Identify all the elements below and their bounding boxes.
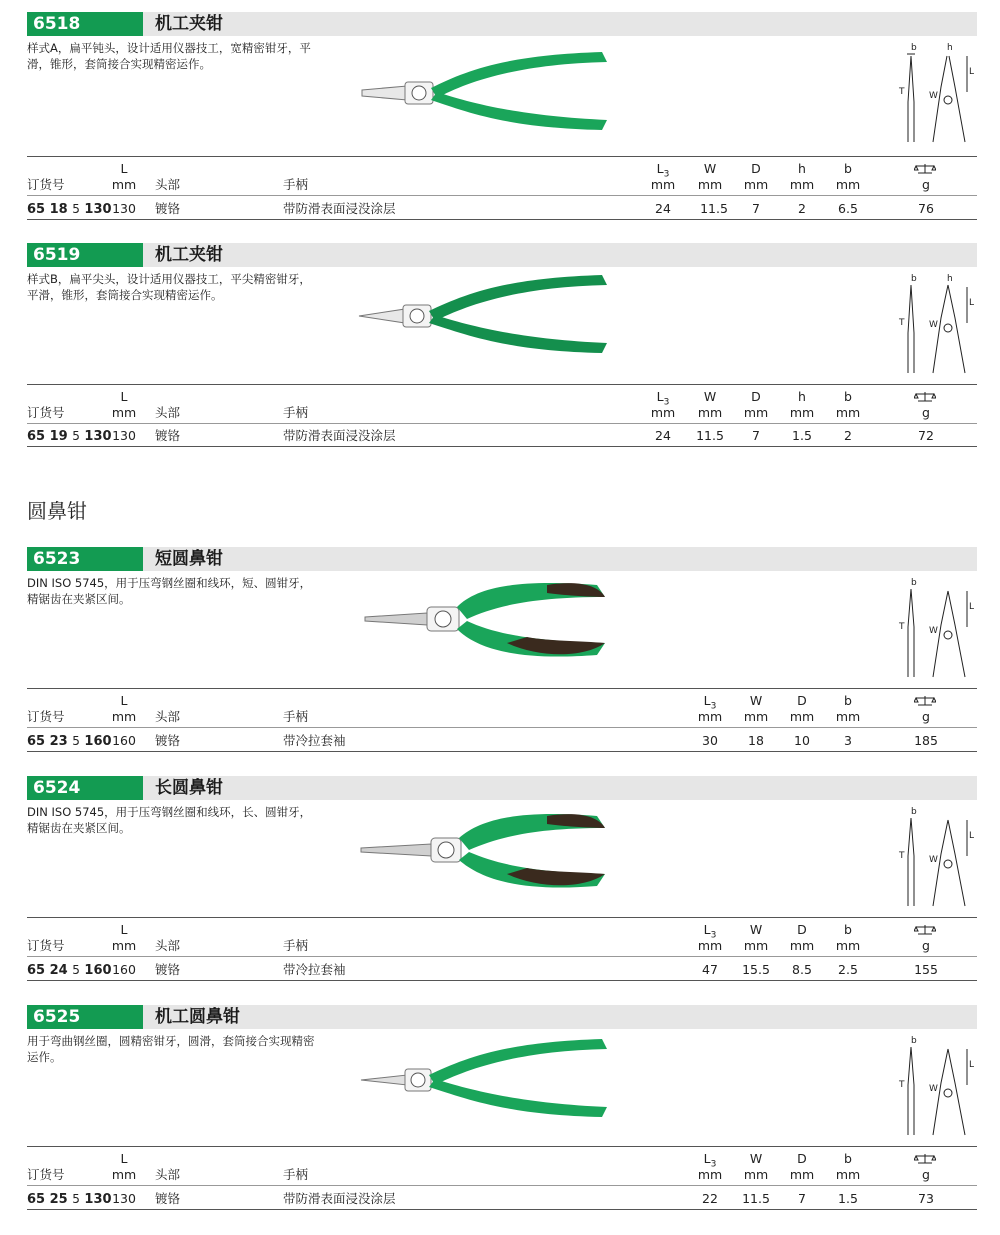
- col-l3-unit: mm: [650, 177, 676, 192]
- col-b: b: [844, 1151, 852, 1166]
- table-bottom-rule: [27, 219, 977, 220]
- order-number: 65 25 5 130: [27, 1192, 112, 1207]
- val-handle: 带冷拉套袖: [283, 962, 346, 977]
- col-l3: $L_3$: [703, 922, 717, 941]
- col-handle: 手柄: [283, 1167, 309, 1182]
- val-l3: 47: [702, 962, 718, 977]
- col-h: h: [798, 161, 806, 176]
- product-code: 6523: [27, 547, 143, 571]
- dim-h-label: h: [947, 274, 953, 284]
- weight-scale-icon: [914, 1153, 936, 1165]
- table-top-rule: [27, 1146, 977, 1147]
- product-title: 长圆鼻钳: [155, 778, 223, 798]
- val-l: 160: [112, 733, 136, 748]
- dim-b-label: b: [911, 43, 917, 53]
- weight-scale-icon: [914, 391, 936, 403]
- col-d-unit: mm: [743, 405, 769, 420]
- table-bottom-rule: [27, 751, 977, 752]
- table-bottom-rule: [27, 1209, 977, 1210]
- val-l3: 22: [702, 1191, 718, 1206]
- col-d-unit: mm: [789, 709, 815, 724]
- col-l: L: [120, 389, 128, 404]
- col-b-unit: mm: [835, 709, 861, 724]
- col-handle: 手柄: [283, 938, 309, 953]
- product-title: 机工圆鼻钳: [155, 1007, 240, 1027]
- weight-scale-icon: [914, 924, 936, 936]
- category-heading: 圆鼻钳: [27, 499, 87, 523]
- val-head: 镀铬: [155, 1191, 181, 1206]
- dimension-diagram: [895, 42, 980, 152]
- val-b: 6.5: [838, 201, 858, 216]
- col-l3-unit: mm: [697, 1167, 723, 1182]
- order-number: 65 19 5 130: [27, 429, 112, 444]
- col-l: L: [120, 161, 128, 176]
- table-mid-rule: [27, 1185, 977, 1186]
- pointed-nose-pliers-image: [357, 273, 617, 363]
- col-order: 订货号: [27, 1167, 65, 1182]
- long-round-nose-pliers-image: [357, 808, 617, 898]
- col-b: b: [844, 389, 852, 404]
- product-6524: [27, 776, 977, 986]
- val-h: 1.5: [792, 428, 812, 443]
- product-6519: [27, 243, 977, 453]
- val-b: 2.5: [838, 962, 858, 977]
- product-6525: [27, 1005, 977, 1215]
- order-number: 65 18 5 130: [27, 202, 112, 217]
- col-order: 订货号: [27, 938, 65, 953]
- product-description: DIN ISO 5745，用于压弯钢丝圈和线环，短、圆钳牙，精锯齿在夹紧区间。: [27, 576, 312, 606]
- col-g: g: [922, 405, 930, 420]
- product-title: 短圆鼻钳: [155, 549, 223, 569]
- col-d: D: [797, 693, 807, 708]
- dimension-diagram: [895, 1035, 980, 1145]
- col-w-unit: mm: [743, 1167, 769, 1182]
- col-l-unit: mm: [111, 1167, 137, 1182]
- table-mid-rule: [27, 956, 977, 957]
- dim-w-label: W: [929, 855, 938, 865]
- dim-h-label: h: [947, 43, 953, 53]
- col-l3: $L_3$: [703, 1151, 717, 1170]
- col-head: 头部: [155, 938, 181, 953]
- col-w: W: [749, 1151, 763, 1166]
- col-order: 订货号: [27, 405, 65, 420]
- val-g: 76: [918, 201, 934, 216]
- col-d: D: [797, 1151, 807, 1166]
- col-head: 头部: [155, 405, 181, 420]
- val-d: 7: [752, 201, 760, 216]
- product-title: 机工夹钳: [155, 14, 223, 34]
- dim-l3-label: L: [969, 1060, 975, 1070]
- product-code: 6518: [27, 12, 143, 36]
- dim-t-label: T: [899, 87, 905, 97]
- col-w: W: [749, 693, 763, 708]
- product-description: 用于弯曲钢丝圈，圆精密钳牙，圆滑，套筒接合实现精密运作。: [27, 1034, 315, 1064]
- col-g: g: [922, 938, 930, 953]
- val-b: 1.5: [838, 1191, 858, 1206]
- col-h: h: [798, 389, 806, 404]
- col-head: 头部: [155, 709, 181, 724]
- col-b-unit: mm: [835, 405, 861, 420]
- col-b-unit: mm: [835, 938, 861, 953]
- col-h-unit: mm: [789, 177, 815, 192]
- val-h: 2: [798, 201, 806, 216]
- col-d-unit: mm: [743, 177, 769, 192]
- col-g: g: [922, 1167, 930, 1182]
- col-b-unit: mm: [835, 1167, 861, 1182]
- weight-scale-icon: [914, 163, 936, 175]
- dimension-diagram: [895, 273, 980, 383]
- val-g: 185: [914, 733, 938, 748]
- col-l: L: [120, 1151, 128, 1166]
- val-handle: 带防滑表面浸没涂层: [283, 428, 396, 443]
- col-b-unit: mm: [835, 177, 861, 192]
- val-b: 3: [844, 733, 852, 748]
- col-handle: 手柄: [283, 177, 309, 192]
- table-top-rule: [27, 156, 977, 157]
- table-bottom-rule: [27, 980, 977, 981]
- col-handle: 手柄: [283, 709, 309, 724]
- col-l-unit: mm: [111, 405, 137, 420]
- col-w: W: [749, 922, 763, 937]
- val-handle: 带冷拉套袖: [283, 733, 346, 748]
- product-description: 样式A，扁平钝头，设计适用仪器技工，宽精密钳牙，平滑，锥形，套筒接合实现精密运作。: [27, 41, 311, 71]
- val-l: 160: [112, 962, 136, 977]
- col-l: L: [120, 693, 128, 708]
- val-g: 155: [914, 962, 938, 977]
- col-l-unit: mm: [111, 709, 137, 724]
- val-handle: 带防滑表面浸没涂层: [283, 1191, 396, 1206]
- product-description: DIN ISO 5745，用于压弯钢丝圈和线环，长、圆钳牙，精锯齿在夹紧区间。: [27, 805, 312, 835]
- val-head: 镀铬: [155, 201, 181, 216]
- col-d: D: [751, 389, 761, 404]
- col-w: W: [703, 389, 717, 404]
- val-w: 11.5: [742, 1191, 770, 1206]
- col-order: 订货号: [27, 709, 65, 724]
- val-b: 2: [844, 428, 852, 443]
- dim-t-label: T: [899, 1080, 905, 1090]
- dim-w-label: W: [929, 320, 938, 330]
- col-w-unit: mm: [743, 709, 769, 724]
- val-d: 7: [798, 1191, 806, 1206]
- flat-nose-pliers-image: [357, 50, 617, 140]
- dim-b-label: b: [911, 1036, 917, 1046]
- val-g: 72: [918, 428, 934, 443]
- val-d: 8.5: [792, 962, 812, 977]
- val-d: 7: [752, 428, 760, 443]
- machinist-round-nose-pliers-image: [357, 1037, 617, 1127]
- dim-t-label: T: [899, 851, 905, 861]
- dimension-diagram: [895, 806, 980, 916]
- col-d: D: [751, 161, 761, 176]
- dim-l3-label: L: [969, 67, 975, 77]
- val-w: 18: [748, 733, 764, 748]
- weight-scale-icon: [914, 695, 936, 707]
- col-l3: $L_3$: [656, 161, 670, 180]
- val-d: 10: [794, 733, 810, 748]
- short-round-nose-pliers-image: [357, 577, 617, 667]
- col-b: b: [844, 922, 852, 937]
- dimension-diagram: [895, 577, 980, 687]
- product-6518: [27, 12, 977, 222]
- val-l3: 24: [655, 201, 671, 216]
- product-6523: [27, 547, 977, 757]
- col-d-unit: mm: [789, 938, 815, 953]
- col-order: 订货号: [27, 177, 65, 192]
- col-handle: 手柄: [283, 405, 309, 420]
- order-number: 65 23 5 160: [27, 734, 112, 749]
- dim-l3-label: L: [969, 602, 975, 612]
- table-top-rule: [27, 688, 977, 689]
- col-d-unit: mm: [789, 1167, 815, 1182]
- val-l3: 30: [702, 733, 718, 748]
- dim-b-label: b: [911, 274, 917, 284]
- val-l: 130: [112, 1191, 136, 1206]
- col-g: g: [922, 177, 930, 192]
- col-b: b: [844, 693, 852, 708]
- col-l3-unit: mm: [650, 405, 676, 420]
- val-l: 130: [112, 201, 136, 216]
- col-w: W: [703, 161, 717, 176]
- table-top-rule: [27, 917, 977, 918]
- product-description: 样式B，扁平尖头，设计适用仪器技工，平尖精密钳牙，平滑，锥形，套筒接合实现精密运作。: [27, 272, 311, 302]
- val-w: 11.5: [696, 428, 724, 443]
- val-l3: 24: [655, 428, 671, 443]
- dim-b-label: b: [911, 578, 917, 588]
- table-mid-rule: [27, 195, 977, 196]
- product-title: 机工夹钳: [155, 245, 223, 265]
- col-w-unit: mm: [697, 405, 723, 420]
- col-l-unit: mm: [111, 177, 137, 192]
- dim-w-label: W: [929, 91, 938, 101]
- table-mid-rule: [27, 423, 977, 424]
- val-l: 130: [112, 428, 136, 443]
- order-number: 65 24 5 160: [27, 963, 112, 978]
- table-top-rule: [27, 384, 977, 385]
- col-h-unit: mm: [789, 405, 815, 420]
- col-w-unit: mm: [743, 938, 769, 953]
- table-bottom-rule: [27, 446, 977, 447]
- col-l3: $L_3$: [656, 389, 670, 408]
- col-l3: $L_3$: [703, 693, 717, 712]
- dim-l3-label: L: [969, 298, 975, 308]
- val-handle: 带防滑表面浸没涂层: [283, 201, 396, 216]
- col-b: b: [844, 161, 852, 176]
- dim-t-label: T: [899, 318, 905, 328]
- col-d: D: [797, 922, 807, 937]
- product-code: 6519: [27, 243, 143, 267]
- dim-w-label: W: [929, 1084, 938, 1094]
- col-l3-unit: mm: [697, 709, 723, 724]
- dim-b-label: b: [911, 807, 917, 817]
- val-w: 15.5: [742, 962, 770, 977]
- product-code: 6525: [27, 1005, 143, 1029]
- dim-t-label: T: [899, 622, 905, 632]
- dim-w-label: W: [929, 626, 938, 636]
- dim-l3-label: L: [969, 831, 975, 841]
- col-w-unit: mm: [697, 177, 723, 192]
- val-w: 11.5: [700, 201, 728, 216]
- col-l-unit: mm: [111, 938, 137, 953]
- val-head: 镀铬: [155, 733, 181, 748]
- val-head: 镀铬: [155, 428, 181, 443]
- col-head: 头部: [155, 177, 181, 192]
- val-g: 73: [918, 1191, 934, 1206]
- table-mid-rule: [27, 727, 977, 728]
- col-head: 头部: [155, 1167, 181, 1182]
- col-l3-unit: mm: [697, 938, 723, 953]
- val-head: 镀铬: [155, 962, 181, 977]
- col-g: g: [922, 709, 930, 724]
- product-code: 6524: [27, 776, 143, 800]
- col-l: L: [120, 922, 128, 937]
